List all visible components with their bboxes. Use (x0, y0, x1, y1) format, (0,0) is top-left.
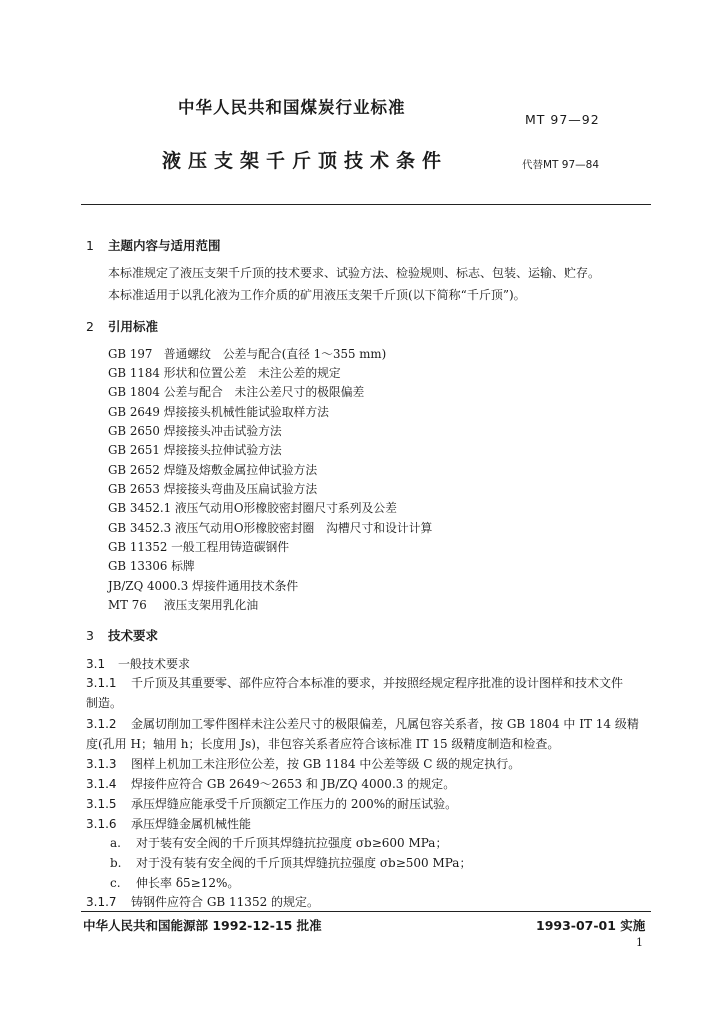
page-number: 1 (636, 936, 643, 949)
clause-3-1-4 (86, 775, 455, 792)
reference-code: GB 2650 (108, 424, 160, 438)
reference-item (108, 461, 317, 478)
list-item-text: 对于没有装有安全阀的千斤顶其焊缝抗拉强度 σb≥500 MPa； (136, 856, 472, 870)
clause-3-1-1 (86, 674, 623, 691)
list-item (110, 854, 471, 871)
clause-text: 图样上机加工未注形位公差，按 GB 1184 中公差等级 C 级的规定执行。 (131, 757, 521, 771)
reference-code: GB 2651 (108, 443, 160, 457)
reference-title: 液压气动用O形橡胶密封圈 沟槽尺寸和设计计算 (174, 521, 433, 535)
reference-title: 标牌 (171, 559, 195, 573)
clause-number: 3.1.2 (86, 717, 117, 731)
clause-3-1-3 (86, 755, 520, 772)
list-item-label: b. (110, 856, 122, 870)
reference-code: MT 76 (108, 598, 147, 612)
clause-text: 铸钢件应符合 GB 11352 的规定。 (131, 895, 320, 909)
reference-title: 公差与配合 未注公差尺寸的极限偏差 (163, 385, 365, 399)
reference-item (108, 519, 432, 536)
clause-text: 焊接件应符合 GB 2649～2653 和 JB/ZQ 4000.3 的规定。 (131, 777, 456, 791)
list-item-label: a. (110, 836, 121, 850)
clause-text: 千斤顶及其重要零、部件应符合本标准的要求，并按照经规定程序批准的设计图样和技术文件 (131, 676, 624, 690)
reference-code: GB 13306 (108, 559, 168, 573)
clause-3-1-5 (86, 795, 457, 812)
clause-text: 一般技术要求 (118, 657, 191, 671)
clause-number: 3.1.3 (86, 757, 117, 771)
section-title: 引用标准 (108, 319, 159, 334)
implementation-date: 1993-07-01 实施 (536, 918, 646, 933)
reference-title: 液压气动用O形橡胶密封圈尺寸系列及公差 (174, 501, 397, 515)
paragraph: 本标准规定了液压支架千斤顶的技术要求、试验方法、检验规则、标志、包装、运输、贮存。 (108, 266, 601, 280)
reference-item (108, 441, 282, 458)
clause-number: 3.1.6 (86, 817, 117, 831)
reference-code: GB 2652 (108, 463, 160, 477)
list-item (110, 834, 447, 851)
reference-code: GB 2649 (108, 405, 160, 419)
document-title: 液压支架千斤顶技术条件 (162, 150, 449, 172)
section-title: 技术要求 (108, 628, 159, 643)
reference-title: 形状和位置公差 未注公差的规定 (163, 366, 341, 380)
section-number: 2 (86, 319, 94, 334)
section-2-heading (86, 317, 158, 335)
reference-title: 焊接件通用技术条件 (192, 579, 299, 593)
reference-code: GB 3452.3 (108, 521, 172, 535)
clause-text: 金属切削加工零件图样未注公差尺寸的极限偏差，凡属包容关系者，按 GB 1804 中 IT 14 级精 (131, 717, 639, 731)
section-title: 主题内容与适用范围 (108, 238, 221, 253)
reference-title: 焊接接头机械性能试验取样方法 (163, 405, 329, 419)
reference-title: 焊接接头弯曲及压扁试验方法 (163, 482, 318, 496)
reference-item (108, 596, 258, 613)
reference-item (108, 538, 289, 555)
reference-item (108, 480, 317, 497)
reference-item (108, 403, 329, 420)
reference-code: GB 197 (108, 347, 153, 361)
reference-title: 焊接接头拉伸试验方法 (163, 443, 282, 457)
reference-code: GB 1184 (108, 366, 160, 380)
section-number: 1 (86, 238, 94, 253)
reference-code: GB 2653 (108, 482, 160, 496)
clause-3-1-2 (86, 715, 639, 732)
reference-title: 一般工程用铸造碳钢件 (171, 540, 290, 554)
reference-title: 焊接接头冲击试验方法 (163, 424, 282, 438)
clause-number: 3.1.7 (86, 895, 117, 909)
section-1-heading (86, 236, 221, 254)
clause-3-1-6 (86, 815, 251, 832)
reference-item (108, 383, 364, 400)
clause-continuation: 度(孔用 H；轴用 h；长度用 Js)，非包容关系者应符合该标准 IT 15 级精度制造和检查。 (86, 737, 560, 751)
list-item (110, 874, 239, 891)
reference-item (108, 345, 386, 362)
clause-3-1-7 (86, 893, 319, 910)
section-3-heading (86, 626, 158, 644)
clause-continuation: 制造。 (86, 696, 123, 710)
reference-title: 液压支架用乳化油 (163, 598, 259, 612)
reference-item (108, 499, 397, 516)
list-item-text: 对于装有安全阀的千斤顶其焊缝抗拉强度 σb≥600 MPa； (136, 836, 448, 850)
reference-item (108, 557, 195, 574)
approval-note: 中华人民共和国能源部 1992-12-15 批准 (83, 918, 322, 933)
reference-title: 焊缝及熔敷金属拉伸试验方法 (163, 463, 318, 477)
standard-code: MT 97—92 (525, 112, 600, 127)
reference-code: GB 1804 (108, 385, 160, 399)
clause-number: 3.1.4 (86, 777, 117, 791)
reference-code: GB 11352 (108, 540, 168, 554)
reference-item (108, 577, 298, 594)
reference-item (108, 422, 282, 439)
list-item-text: 伸长率 δ5≥12%。 (136, 876, 240, 890)
paragraph: 本标准适用于以乳化液为工作介质的矿用液压支架千斤顶(以下简称“千斤顶”)。 (108, 288, 526, 302)
replaces-note: 代替MT 97—84 (522, 159, 600, 171)
reference-code: JB/ZQ 4000.3 (108, 579, 189, 593)
section-number: 3 (86, 628, 94, 643)
header-divider (81, 204, 651, 205)
clause-text: 承压焊缝金属机械性能 (131, 817, 252, 831)
clause-number: 3.1.5 (86, 797, 117, 811)
list-item-label: c. (110, 876, 121, 890)
reference-title: 普通螺纹 公差与配合(直径 1～355 mm) (163, 347, 387, 361)
reference-code: GB 3452.1 (108, 501, 172, 515)
footer-divider (81, 911, 651, 912)
reference-item (108, 364, 341, 381)
standard-title: 中华人民共和国煤炭行业标准 (178, 98, 406, 117)
clause-3-1 (86, 655, 190, 672)
clause-number: 3.1 (86, 657, 106, 671)
clause-number: 3.1.1 (86, 676, 117, 690)
clause-text: 承压焊缝应能承受千斤顶额定工作压力的 200%的耐压试验。 (131, 797, 458, 811)
